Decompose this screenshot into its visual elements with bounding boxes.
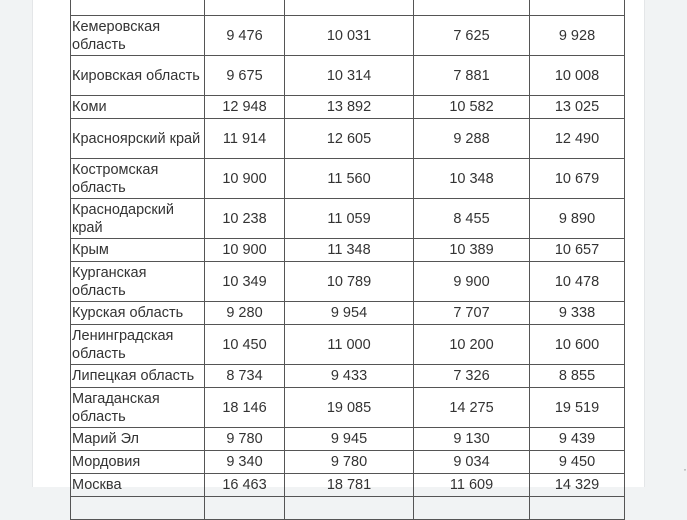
value-cell: 10 657 xyxy=(530,239,625,262)
cursor-mark: · xyxy=(683,462,687,476)
region-cell: Магаданская область xyxy=(71,388,205,428)
region-cell: Москва xyxy=(71,474,205,497)
value-cell: 18 146 xyxy=(205,388,285,428)
value-cell: 9 928 xyxy=(530,16,625,56)
value-cell xyxy=(414,497,530,520)
value-cell: 14 329 xyxy=(530,474,625,497)
table-container xyxy=(70,0,625,520)
table-row xyxy=(71,16,625,56)
value-cell: 9 340 xyxy=(205,451,285,474)
value-cell: 14 275 xyxy=(414,388,530,428)
value-cell: 10 600 xyxy=(530,325,625,365)
value-cell xyxy=(205,497,285,520)
value-cell: 9 130 xyxy=(414,428,530,451)
value-cell xyxy=(530,497,625,520)
value-cell: 9 288 xyxy=(414,119,530,159)
value-cell: 10 314 xyxy=(285,56,414,96)
table-row xyxy=(71,56,625,96)
value-cell: 9 450 xyxy=(530,451,625,474)
value-cell: 10 900 xyxy=(205,159,285,199)
value-cell: 9 280 xyxy=(205,302,285,325)
table-row xyxy=(71,388,625,428)
value-cell: 9 034 xyxy=(414,451,530,474)
region-cell: Коми xyxy=(71,96,205,119)
value-cell xyxy=(414,0,530,16)
region-cell: Краснодарский край xyxy=(71,199,205,239)
value-cell: 10 582 xyxy=(414,96,530,119)
value-cell: 10 348 xyxy=(414,159,530,199)
table-row xyxy=(71,474,625,497)
value-cell xyxy=(205,0,285,16)
table-row xyxy=(71,119,625,159)
value-cell: 16 463 xyxy=(205,474,285,497)
value-cell: 9 890 xyxy=(530,199,625,239)
table-row xyxy=(71,0,625,16)
table-row xyxy=(71,497,625,520)
value-cell: 13 025 xyxy=(530,96,625,119)
document-page xyxy=(32,0,687,493)
value-cell: 11 059 xyxy=(285,199,414,239)
value-cell xyxy=(530,0,625,16)
region-cell: Кировская область xyxy=(71,56,205,96)
value-cell: 9 433 xyxy=(285,365,414,388)
table-row xyxy=(71,428,625,451)
value-cell: 13 892 xyxy=(285,96,414,119)
value-cell: 10 478 xyxy=(530,262,625,302)
value-cell: 7 326 xyxy=(414,365,530,388)
table-row xyxy=(71,302,625,325)
table-row xyxy=(71,96,625,119)
value-cell: 10 031 xyxy=(285,16,414,56)
value-cell: 9 675 xyxy=(205,56,285,96)
value-cell: 8 734 xyxy=(205,365,285,388)
value-cell: 10 238 xyxy=(205,199,285,239)
value-cell: 10 008 xyxy=(530,56,625,96)
value-cell: 12 948 xyxy=(205,96,285,119)
value-cell: 11 348 xyxy=(285,239,414,262)
value-cell: 11 000 xyxy=(285,325,414,365)
value-cell: 10 389 xyxy=(414,239,530,262)
value-cell: 10 789 xyxy=(285,262,414,302)
value-cell: 12 605 xyxy=(285,119,414,159)
table-row xyxy=(71,199,625,239)
value-cell xyxy=(285,497,414,520)
region-cell: Красноярский край xyxy=(71,119,205,159)
value-cell: 9 338 xyxy=(530,302,625,325)
region-cell: Курганская область xyxy=(71,262,205,302)
value-cell: 10 200 xyxy=(414,325,530,365)
cost-of-living-table xyxy=(70,0,625,520)
region-cell: Курская область xyxy=(71,302,205,325)
table-row xyxy=(71,262,625,302)
value-cell: 8 455 xyxy=(414,199,530,239)
region-cell: Ленинградская область xyxy=(71,325,205,365)
value-cell: 10 450 xyxy=(205,325,285,365)
value-cell: 19 519 xyxy=(530,388,625,428)
table-row xyxy=(71,325,625,365)
value-cell: 19 085 xyxy=(285,388,414,428)
region-cell xyxy=(71,0,205,16)
value-cell: 11 560 xyxy=(285,159,414,199)
value-cell: 7 881 xyxy=(414,56,530,96)
value-cell: 11 914 xyxy=(205,119,285,159)
value-cell: 7 707 xyxy=(414,302,530,325)
region-cell: Кемеровская область xyxy=(71,16,205,56)
value-cell: 11 609 xyxy=(414,474,530,497)
value-cell: 9 476 xyxy=(205,16,285,56)
value-cell: 10 679 xyxy=(530,159,625,199)
value-cell: 7 625 xyxy=(414,16,530,56)
value-cell: 9 780 xyxy=(205,428,285,451)
table-row xyxy=(71,239,625,262)
value-cell: 9 439 xyxy=(530,428,625,451)
region-cell: Марий Эл xyxy=(71,428,205,451)
table-row xyxy=(71,451,625,474)
region-cell: Костромская область xyxy=(71,159,205,199)
value-cell: 9 945 xyxy=(285,428,414,451)
value-cell: 9 780 xyxy=(285,451,414,474)
value-cell: 18 781 xyxy=(285,474,414,497)
table-row xyxy=(71,159,625,199)
region-cell: Крым xyxy=(71,239,205,262)
region-cell: Липецкая область xyxy=(71,365,205,388)
table-row xyxy=(71,365,625,388)
value-cell: 10 349 xyxy=(205,262,285,302)
value-cell: 12 490 xyxy=(530,119,625,159)
value-cell: 10 900 xyxy=(205,239,285,262)
value-cell: 9 900 xyxy=(414,262,530,302)
value-cell xyxy=(285,0,414,16)
value-cell: 9 954 xyxy=(285,302,414,325)
region-cell: Мордовия xyxy=(71,451,205,474)
region-cell xyxy=(71,497,205,520)
value-cell: 8 855 xyxy=(530,365,625,388)
